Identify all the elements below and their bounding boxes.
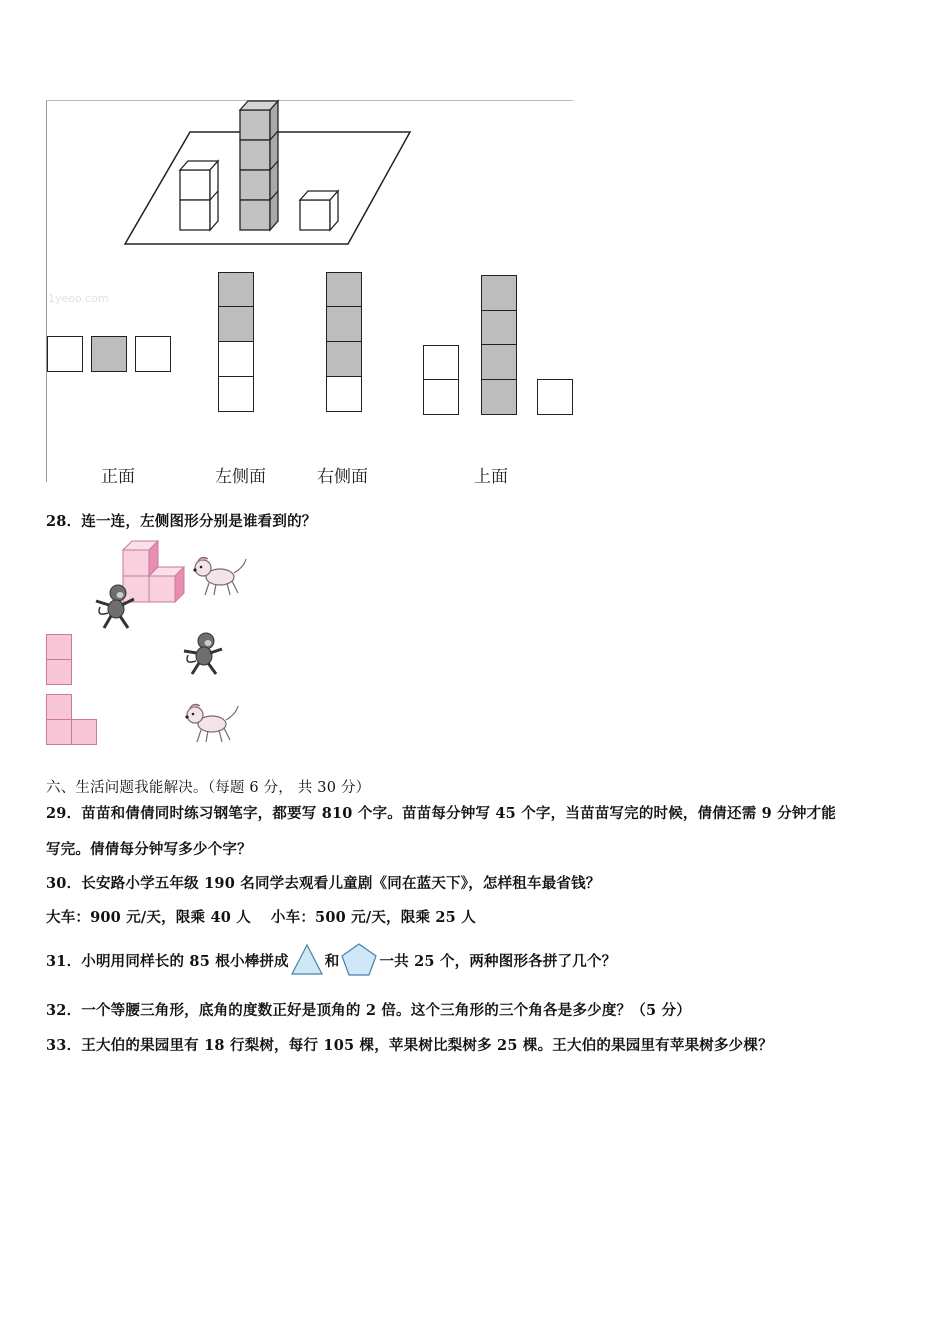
label-left-side: 左侧面 bbox=[215, 467, 266, 487]
front-view-square-shaded bbox=[91, 336, 127, 372]
top-view-square-shaded bbox=[481, 344, 517, 380]
figure-frame-left bbox=[46, 100, 47, 482]
front-view-square bbox=[135, 336, 171, 372]
dog-observer-icon[interactable] bbox=[182, 700, 240, 746]
question-31 bbox=[46, 942, 616, 978]
pentagon-icon bbox=[340, 942, 378, 978]
left-view-square bbox=[218, 376, 254, 412]
dog-icon bbox=[190, 553, 248, 599]
label-front: 正面 bbox=[101, 467, 135, 487]
left-view-square bbox=[218, 341, 254, 377]
triangle-icon bbox=[290, 943, 324, 977]
left-view-square-shaded bbox=[218, 272, 254, 308]
question-33: 33．王大伯的果园里有 18 行梨树，每行 105 棵，苹果树比梨树多 25 棵。王大伯的果园里有苹果树多少棵？ bbox=[46, 1037, 773, 1054]
right-view-square-shaded bbox=[326, 272, 362, 308]
right-view-square bbox=[326, 376, 362, 412]
front-view-square bbox=[47, 336, 83, 372]
question-31-part2: 和 bbox=[324, 952, 340, 970]
label-top: 上面 bbox=[474, 467, 508, 487]
pink-square bbox=[46, 634, 72, 660]
top-view-square bbox=[537, 379, 573, 415]
label-right-side: 右侧面 bbox=[317, 467, 368, 487]
question-31-part1: 31．小明用同样长的 85 根小棒拼成 bbox=[46, 952, 289, 970]
figure-27 bbox=[0, 0, 600, 500]
section-6-title: 六、生活问题我能解决。（每题 6 分， 共 30 分） bbox=[46, 780, 371, 796]
question-28-figure bbox=[0, 535, 300, 750]
watermark: 1yeoo.com bbox=[48, 292, 109, 305]
monkey-icon bbox=[92, 583, 138, 631]
top-view-square bbox=[423, 345, 459, 381]
right-view-square-shaded bbox=[326, 341, 362, 377]
question-29-line1: 29．苗苗和倩倩同时练习钢笔字，都要写 810 个字。苗苗每分钟写 45 个字，当苗苗写完的时候，倩倩还需 9 分钟才能 bbox=[46, 805, 836, 822]
question-29-line2: 写完。倩倩每分钟写多少个字？ bbox=[46, 841, 252, 858]
pink-square bbox=[46, 659, 72, 685]
pink-square bbox=[46, 694, 72, 720]
top-view-square-shaded bbox=[481, 310, 517, 346]
question-30-line1: 30．长安路小学五年级 190 名同学去观看儿童剧《同在蓝天下》，怎样租车最省钱？ bbox=[46, 875, 601, 892]
left-view-square-shaded bbox=[218, 306, 254, 342]
top-view-square-shaded bbox=[481, 275, 517, 311]
question-32: 32．一个等腰三角形，底角的度数正好是顶角的 2 倍。这个三角形的三个角各是多少度？（5 分） bbox=[46, 1002, 691, 1019]
question-31-part3: 一共 25 个，两种图形各拼了几个？ bbox=[379, 952, 617, 970]
top-view-square-shaded bbox=[481, 379, 517, 415]
cube-arrangement-3d bbox=[110, 95, 420, 250]
pink-square bbox=[71, 719, 97, 745]
question-30-line2: 大车：900 元/天，限乘 40 人 小车：500 元/天，限乘 25 人 bbox=[46, 909, 476, 926]
question-28: 28．连一连，左侧图形分别是谁看到的？ bbox=[46, 513, 317, 530]
monkey-observer-icon[interactable] bbox=[180, 631, 226, 677]
top-view-square bbox=[423, 379, 459, 415]
right-view-square-shaded bbox=[326, 306, 362, 342]
pink-square bbox=[46, 719, 72, 745]
